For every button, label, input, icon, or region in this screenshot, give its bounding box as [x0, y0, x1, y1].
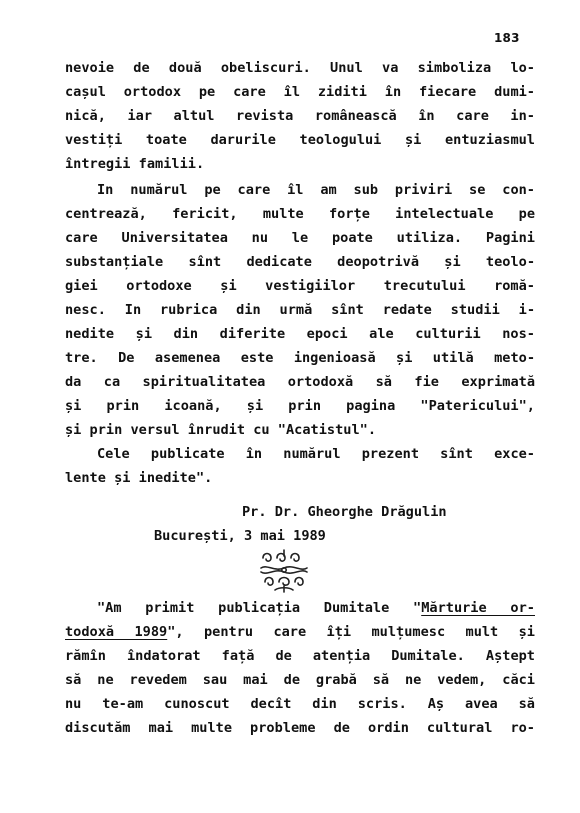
- publication-title: Mărturie or-: [421, 600, 535, 616]
- text-line: cașul ortodox pe care îl ziditi în fiecare dumi-: [65, 84, 535, 100]
- text-line: nesc. In rubrica din urmă sînt redate studii i-: [65, 302, 535, 318]
- text-line: să ne revedem sau mai de grabă să ne vedem, căci: [65, 672, 535, 688]
- text-line: nevoie de două obeliscuri. Unul va simboliza lo-: [65, 60, 535, 76]
- text-line: tre. De asemenea este ingenioasă și utilă meto-: [65, 350, 535, 366]
- text-line: întregii familii.: [65, 156, 205, 172]
- page-number: 183: [494, 31, 520, 45]
- text-segment: "Am primit publicația Dumitale ": [97, 600, 422, 616]
- text-line: da ca spiritualitatea ortodoxă să fie exprimată: [65, 374, 535, 390]
- signature-place-date: București, 3 mai 1989: [154, 528, 326, 544]
- text-line: Cele publicate în numărul prezent sînt exce-: [97, 446, 535, 462]
- publication-title: todoxă 1989: [65, 624, 168, 640]
- text-line: rămîn îndatorat față de atenția Dumitale. Aștept: [65, 648, 535, 664]
- text-line: [65, 596, 535, 620]
- text-line: lente și inedite".: [65, 470, 213, 486]
- text-line: care Universitatea nu le poate utiliza. Pagini: [65, 230, 535, 246]
- text-line: nică, iar altul revista românească în care in-: [65, 108, 535, 124]
- text-line: vestiți toate darurile teologului și entuziasmul: [65, 132, 535, 148]
- text-line: centrează, fericit, multe forțe intelectuale pe: [65, 206, 535, 222]
- text-line: giei ortodoxe și vestigiilor trecutului romă-: [65, 278, 535, 294]
- floral-ornament-icon: [255, 548, 313, 594]
- text-line: și prin versul înrudit cu "Acatistul".: [65, 422, 376, 438]
- paragraph-2: [65, 178, 535, 490]
- text-line: [65, 620, 535, 644]
- text-line: discutăm mai multe probleme de ordin cultural ro-: [65, 720, 535, 736]
- text-line: In numărul pe care îl am sub priviri se con-: [97, 182, 535, 198]
- text-segment: ", pentru care îți mulțumesc mult și: [167, 624, 535, 640]
- text-line: nu te-am cunoscut decît din scris. Aș avea să: [65, 696, 535, 712]
- text-line: nedite și din diferite epoci ale culturii nos-: [65, 326, 535, 342]
- paragraph-4: [65, 596, 535, 740]
- paragraph-1: [65, 56, 535, 176]
- signature-name: Pr. Dr. Gheorghe Drăgulin: [242, 504, 447, 520]
- text-line: și prin icoană, și prin pagina "Patericului",: [65, 398, 535, 414]
- text-line: substanțiale sînt dedicate deopotrivă și teolo-: [65, 254, 535, 270]
